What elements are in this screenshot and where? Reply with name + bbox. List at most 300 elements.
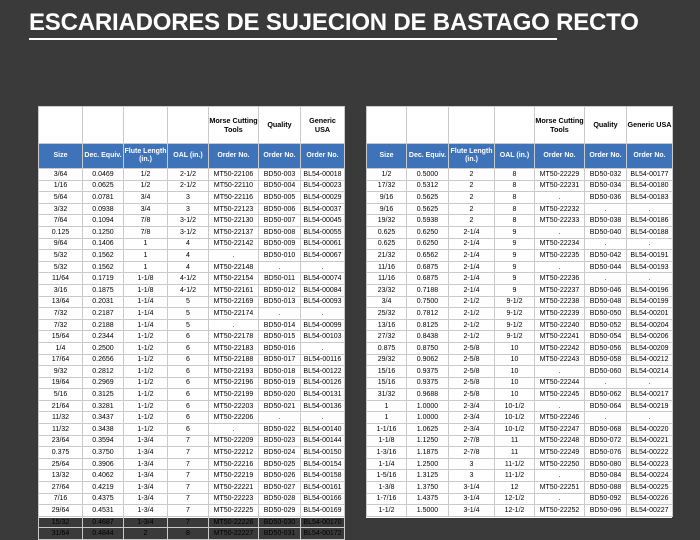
cell-flute-length: 2 xyxy=(124,528,168,540)
cell-order-morse: MT50-22239 xyxy=(535,308,585,320)
table-row xyxy=(367,169,673,181)
cell-order-generic: . xyxy=(627,377,673,389)
cell-dec-equiv: 0.1719 xyxy=(83,273,124,285)
cell-size: 3/4 xyxy=(367,296,407,308)
table-row xyxy=(367,180,673,192)
cell-dec-equiv: 0.3594 xyxy=(83,435,124,447)
cell-flute-length: 7/8 xyxy=(124,215,168,227)
cell-dec-equiv: 1.2500 xyxy=(407,458,449,470)
cell-order-morse: MT50-22241 xyxy=(535,331,585,343)
cell-oal: 9 xyxy=(495,238,535,250)
cell-order-quality: . xyxy=(259,308,301,320)
table-row xyxy=(39,377,345,389)
column-header-oal: OAL (in.) xyxy=(168,144,209,169)
cell-size: 15/64 xyxy=(39,331,83,343)
cell-order-morse: MT50-22137 xyxy=(209,226,259,238)
cell-dec-equiv: 0.6250 xyxy=(407,226,449,238)
cell-oal: 10 xyxy=(495,389,535,401)
cell-size: 9/64 xyxy=(39,238,83,250)
cell-flute-length: 1-1/2 xyxy=(124,331,168,343)
cell-size: 0.375 xyxy=(39,447,83,459)
cell-size: 13/32 xyxy=(39,470,83,482)
cell-flute-length: 3-1/4 xyxy=(449,482,495,494)
cell-size: 1/16 xyxy=(39,180,83,192)
cell-order-morse: MT50-22212 xyxy=(209,447,259,459)
cell-order-quality: BD50-050 xyxy=(585,308,627,320)
cell-order-quality: BD50-028 xyxy=(259,493,301,505)
table-row xyxy=(39,273,345,285)
column-header-order-quality: Order No. xyxy=(259,144,301,169)
cell-order-morse: MT50-22106 xyxy=(209,169,259,181)
cell-order-generic: BL54-00201 xyxy=(627,308,673,320)
cell-flute-length: 2 xyxy=(449,215,495,227)
cell-order-generic: BL54-00093 xyxy=(301,296,345,308)
cell-dec-equiv: 0.2188 xyxy=(83,319,124,331)
cell-order-generic: BL54-00103 xyxy=(301,331,345,343)
table-row xyxy=(367,215,673,227)
cell-size: 31/64 xyxy=(39,528,83,540)
cell-oal: 11-1/2 xyxy=(495,470,535,482)
cell-dec-equiv: 0.4531 xyxy=(83,505,124,517)
cell-order-generic: BL54-00122 xyxy=(301,366,345,378)
cell-size: 1-3/16 xyxy=(367,447,407,459)
table-row xyxy=(39,331,345,343)
cell-order-quality: BD50-080 xyxy=(585,458,627,470)
cell-oal: 7 xyxy=(168,458,209,470)
cell-oal: 8 xyxy=(495,169,535,181)
cell-size: 9/32 xyxy=(39,366,83,378)
cell-order-morse: . xyxy=(535,366,585,378)
cell-order-quality: . xyxy=(585,203,627,215)
cell-order-morse: MT50-22243 xyxy=(535,354,585,366)
title-underline xyxy=(29,38,557,40)
cell-order-quality: BD50-011 xyxy=(259,273,301,285)
cell-order-generic: BL54-00191 xyxy=(627,250,673,262)
cell-flute-length: 2-1/4 xyxy=(449,238,495,250)
cell-order-generic: BL54-00074 xyxy=(301,273,345,285)
cell-oal: 10 xyxy=(495,366,535,378)
cell-order-morse: MT50-22130 xyxy=(209,215,259,227)
brand-header-generic: Generic USA xyxy=(627,107,673,144)
cell-size: 15/16 xyxy=(367,377,407,389)
cell-order-quality: BD50-006 xyxy=(259,203,301,215)
cell-flute-length: 1-1/2 xyxy=(124,412,168,424)
cell-dec-equiv: 0.3281 xyxy=(83,400,124,412)
cell-dec-equiv: 0.1562 xyxy=(83,261,124,273)
table-row xyxy=(367,226,673,238)
cell-order-quality: BD50-021 xyxy=(259,400,301,412)
cell-order-generic: BL54-00193 xyxy=(627,261,673,273)
cell-dec-equiv: 0.1562 xyxy=(83,250,124,262)
cell-oal: 10 xyxy=(495,377,535,389)
cell-order-morse: MT50-22142 xyxy=(209,238,259,250)
table-panel-left xyxy=(38,106,344,538)
brand-header-cell xyxy=(367,107,407,144)
cell-size: 1-3/8 xyxy=(367,482,407,494)
table-row xyxy=(39,319,345,331)
cell-oal: 12-1/2 xyxy=(495,493,535,505)
cell-order-quality: BD50-032 xyxy=(585,169,627,181)
cell-order-generic: BL54-00067 xyxy=(301,250,345,262)
cell-oal: 2-1/2 xyxy=(168,180,209,192)
cell-flute-length: 2-1/2 xyxy=(449,331,495,343)
table-row xyxy=(367,366,673,378)
page-title: ESCARIADORES DE SUJECION DE BASTAGO RECTO xyxy=(29,9,639,36)
cell-flute-length: 2-1/2 xyxy=(449,308,495,320)
cell-oal: 6 xyxy=(168,331,209,343)
cell-size: 9/16 xyxy=(367,192,407,204)
cell-order-generic: BL54-00206 xyxy=(627,331,673,343)
cell-dec-equiv: 0.7500 xyxy=(407,296,449,308)
cell-oal: 9-1/2 xyxy=(495,319,535,331)
cell-order-morse: MT50-22229 xyxy=(535,169,585,181)
cell-dec-equiv: 0.2031 xyxy=(83,296,124,308)
table-row xyxy=(39,400,345,412)
cell-order-morse: MT50-22116 xyxy=(209,192,259,204)
cell-order-generic: . xyxy=(301,412,345,424)
cell-dec-equiv: 0.1250 xyxy=(83,226,124,238)
table-row xyxy=(367,261,673,273)
column-header-order-generic: Order No. xyxy=(627,144,673,169)
cell-order-generic: . xyxy=(627,238,673,250)
cell-order-morse: MT50-22235 xyxy=(535,250,585,262)
cell-dec-equiv: 0.5625 xyxy=(407,203,449,215)
table-row xyxy=(367,482,673,494)
cell-order-quality: BD50-036 xyxy=(585,192,627,204)
cell-order-quality: BD50-040 xyxy=(585,226,627,238)
cell-dec-equiv: 0.2656 xyxy=(83,354,124,366)
cell-order-generic: BL54-00177 xyxy=(627,169,673,181)
cell-size: 7/16 xyxy=(39,493,83,505)
cell-oal: 6 xyxy=(168,377,209,389)
cell-order-quality: BD50-064 xyxy=(585,400,627,412)
cell-order-generic: BL54-00220 xyxy=(627,424,673,436)
cell-order-quality: BD50-022 xyxy=(259,424,301,436)
cell-oal: 4 xyxy=(168,261,209,273)
table-row xyxy=(367,389,673,401)
cell-oal: 3 xyxy=(168,203,209,215)
cell-flute-length: 3/4 xyxy=(124,192,168,204)
cell-size: 27/64 xyxy=(39,482,83,494)
cell-order-morse: MT50-22203 xyxy=(209,400,259,412)
table-row xyxy=(39,482,345,494)
table-panel-right xyxy=(366,106,672,518)
cell-oal: 10-1/2 xyxy=(495,412,535,424)
reamer-table-left xyxy=(38,106,345,540)
brand-header-cell xyxy=(83,107,124,144)
table-row xyxy=(39,354,345,366)
table-row xyxy=(39,284,345,296)
cell-size: 1/2 xyxy=(367,169,407,181)
column-header-order-generic: Order No. xyxy=(301,144,345,169)
cell-order-generic: . xyxy=(301,261,345,273)
cell-order-morse: MT50-22199 xyxy=(209,389,259,401)
table-row xyxy=(367,192,673,204)
column-header-order-quality: Order No. xyxy=(585,144,627,169)
column-header-row xyxy=(39,144,345,169)
brand-header-quality: Quality xyxy=(259,107,301,144)
brand-header-morse: Morse Cutting Tools xyxy=(535,107,585,144)
cell-order-quality: BD50-018 xyxy=(259,366,301,378)
cell-flute-length: 2-5/8 xyxy=(449,389,495,401)
cell-order-generic: . xyxy=(301,342,345,354)
cell-order-generic: BL54-00226 xyxy=(627,493,673,505)
cell-order-quality: BD50-013 xyxy=(259,296,301,308)
cell-size: 0.625 xyxy=(367,226,407,238)
cell-dec-equiv: 0.8750 xyxy=(407,342,449,354)
cell-dec-equiv: 0.5625 xyxy=(407,192,449,204)
cell-order-morse: . xyxy=(209,250,259,262)
cell-oal: 6 xyxy=(168,389,209,401)
cell-order-quality: BD50-046 xyxy=(585,284,627,296)
table-row xyxy=(367,458,673,470)
cell-dec-equiv: 0.3906 xyxy=(83,458,124,470)
cell-flute-length: 2-1/4 xyxy=(449,273,495,285)
table-row xyxy=(367,308,673,320)
cell-oal: 6 xyxy=(168,424,209,436)
cell-dec-equiv: 0.2969 xyxy=(83,377,124,389)
cell-size: 1 xyxy=(367,412,407,424)
cell-flute-length: 2 xyxy=(449,192,495,204)
cell-order-morse: MT50-22245 xyxy=(535,389,585,401)
cell-order-generic: BL54-00204 xyxy=(627,319,673,331)
table-row xyxy=(367,203,673,215)
cell-size: 29/64 xyxy=(39,505,83,517)
reamer-table-right xyxy=(366,106,673,517)
cell-order-quality: BD50-016 xyxy=(259,342,301,354)
cell-order-morse: MT50-22247 xyxy=(535,424,585,436)
cell-order-generic: BL54-00150 xyxy=(301,447,345,459)
brand-header-cell xyxy=(449,107,495,144)
cell-order-quality: BD50-010 xyxy=(259,250,301,262)
table-row xyxy=(39,516,345,528)
cell-oal: 11 xyxy=(495,447,535,459)
table-row xyxy=(367,250,673,262)
cell-flute-length: 3 xyxy=(449,458,495,470)
cell-order-generic: BL54-00045 xyxy=(301,215,345,227)
cell-order-quality: BD50-023 xyxy=(259,435,301,447)
cell-order-generic: BL54-00023 xyxy=(301,180,345,192)
cell-flute-length: 3 xyxy=(449,470,495,482)
table-row xyxy=(367,377,673,389)
table-row xyxy=(39,366,345,378)
cell-order-morse: . xyxy=(209,424,259,436)
cell-dec-equiv: 0.0625 xyxy=(83,180,124,192)
cell-order-generic: BL54-00227 xyxy=(627,505,673,517)
cell-order-morse: MT50-22154 xyxy=(209,273,259,285)
cell-order-quality: BD50-008 xyxy=(259,226,301,238)
cell-oal: 2-1/2 xyxy=(168,169,209,181)
cell-oal: 7 xyxy=(168,470,209,482)
cell-order-generic: . xyxy=(627,273,673,285)
cell-size: 17/32 xyxy=(367,180,407,192)
cell-flute-length: 3-1/4 xyxy=(449,493,495,505)
table-row xyxy=(367,470,673,482)
cell-order-quality: BD50-088 xyxy=(585,482,627,494)
cell-order-morse: . xyxy=(535,192,585,204)
cell-dec-equiv: 0.3125 xyxy=(83,389,124,401)
cell-order-quality: . xyxy=(585,412,627,424)
cell-order-generic: BL54-00172 xyxy=(301,528,345,540)
cell-order-morse: MT50-22161 xyxy=(209,284,259,296)
cell-oal: 6 xyxy=(168,400,209,412)
cell-order-morse: MT50-22231 xyxy=(535,180,585,192)
cell-size: 1-1/4 xyxy=(367,458,407,470)
cell-flute-length: 2-1/4 xyxy=(449,284,495,296)
cell-size: 7/32 xyxy=(39,319,83,331)
cell-order-morse: MT50-22178 xyxy=(209,331,259,343)
cell-order-generic: BL54-00180 xyxy=(627,180,673,192)
brand-header-morse: Morse Cutting Tools xyxy=(209,107,259,144)
brand-header-cell xyxy=(495,107,535,144)
cell-order-morse: MT50-22193 xyxy=(209,366,259,378)
brand-header-cell xyxy=(124,107,168,144)
cell-order-generic: BL54-00217 xyxy=(627,389,673,401)
cell-oal: 7 xyxy=(168,482,209,494)
cell-size: 1-1/2 xyxy=(367,505,407,517)
cell-dec-equiv: 0.8125 xyxy=(407,319,449,331)
cell-size: 27/32 xyxy=(367,331,407,343)
cell-size: 15/16 xyxy=(367,366,407,378)
cell-order-quality: BD50-014 xyxy=(259,319,301,331)
table-row xyxy=(39,528,345,540)
table-row xyxy=(39,389,345,401)
cell-order-generic: . xyxy=(627,412,673,424)
cell-order-quality: BD50-076 xyxy=(585,447,627,459)
cell-order-quality: BD50-019 xyxy=(259,377,301,389)
cell-order-morse: MT50-22148 xyxy=(209,261,259,273)
cell-dec-equiv: 0.6875 xyxy=(407,273,449,285)
cell-flute-length: 2-1/4 xyxy=(449,250,495,262)
cell-order-generic: BL54-00037 xyxy=(301,203,345,215)
cell-size: 31/32 xyxy=(367,389,407,401)
cell-dec-equiv: 0.5000 xyxy=(407,169,449,181)
cell-order-generic: BL54-00224 xyxy=(627,470,673,482)
cell-flute-length: 2-5/8 xyxy=(449,342,495,354)
cell-oal: 4 xyxy=(168,238,209,250)
cell-flute-length: 2-1/2 xyxy=(449,319,495,331)
cell-order-morse: MT50-22234 xyxy=(535,238,585,250)
cell-size: 1-7/16 xyxy=(367,493,407,505)
cell-size: 21/32 xyxy=(367,250,407,262)
column-header-flute-length: Flute Length (in.) xyxy=(124,144,168,169)
cell-flute-length: 1-1/2 xyxy=(124,424,168,436)
table-row xyxy=(367,435,673,447)
cell-oal: 3-1/2 xyxy=(168,226,209,238)
cell-order-morse: MT50-22240 xyxy=(535,319,585,331)
column-header-size: Size xyxy=(39,144,83,169)
cell-order-generic: BL54-00209 xyxy=(627,342,673,354)
cell-flute-length: 3/4 xyxy=(124,203,168,215)
column-header-order-morse: Order No. xyxy=(535,144,585,169)
cell-oal: 9 xyxy=(495,250,535,262)
cell-order-morse: MT50-22250 xyxy=(535,458,585,470)
cell-order-quality: BD50-012 xyxy=(259,284,301,296)
cell-order-morse: . xyxy=(535,400,585,412)
cell-flute-length: 2 xyxy=(449,180,495,192)
cell-dec-equiv: 0.9062 xyxy=(407,354,449,366)
cell-order-generic: BL54-00221 xyxy=(627,435,673,447)
cell-flute-length: 2-5/8 xyxy=(449,354,495,366)
cell-order-quality: BD50-007 xyxy=(259,215,301,227)
cell-size: 19/64 xyxy=(39,377,83,389)
cell-order-quality: BD50-005 xyxy=(259,192,301,204)
cell-flute-length: 7/8 xyxy=(124,226,168,238)
cell-order-quality: BD50-009 xyxy=(259,238,301,250)
cell-size: 1-1/8 xyxy=(367,435,407,447)
table-row xyxy=(39,296,345,308)
cell-size: 5/32 xyxy=(39,261,83,273)
cell-oal: 11 xyxy=(495,435,535,447)
cell-flute-length: 2-7/8 xyxy=(449,435,495,447)
cell-size: 0.125 xyxy=(39,226,83,238)
cell-dec-equiv: 0.9688 xyxy=(407,389,449,401)
cell-order-quality: BD50-048 xyxy=(585,296,627,308)
cell-dec-equiv: 0.2187 xyxy=(83,308,124,320)
cell-size: 11/16 xyxy=(367,273,407,285)
cell-order-quality: . xyxy=(585,377,627,389)
cell-size: 13/16 xyxy=(367,319,407,331)
column-header-dec-equiv: Dec. Equiv. xyxy=(83,144,124,169)
cell-order-quality: BD50-092 xyxy=(585,493,627,505)
table-row xyxy=(39,435,345,447)
cell-order-morse: MT50-22206 xyxy=(209,412,259,424)
cell-order-generic: BL54-00018 xyxy=(301,169,345,181)
cell-order-generic: . xyxy=(627,203,673,215)
cell-oal: 7 xyxy=(168,447,209,459)
cell-dec-equiv: 0.7812 xyxy=(407,308,449,320)
brand-header-generic: Generic USA xyxy=(301,107,345,144)
cell-flute-length: 1-1/2 xyxy=(124,366,168,378)
cell-flute-length: 2-1/2 xyxy=(449,296,495,308)
cell-dec-equiv: 1.0625 xyxy=(407,424,449,436)
cell-oal: 4 xyxy=(168,250,209,262)
cell-size: 5/16 xyxy=(39,389,83,401)
cell-dec-equiv: 0.4062 xyxy=(83,470,124,482)
cell-oal: 8 xyxy=(495,192,535,204)
cell-oal: 6 xyxy=(168,342,209,354)
cell-order-quality: BD50-054 xyxy=(585,331,627,343)
cell-flute-length: 1-1/4 xyxy=(124,308,168,320)
cell-oal: 5 xyxy=(168,308,209,320)
cell-oal: 8 xyxy=(495,203,535,215)
cell-flute-length: 1-3/4 xyxy=(124,470,168,482)
cell-order-morse: MT50-22246 xyxy=(535,412,585,424)
table-row xyxy=(39,470,345,482)
cell-flute-length: 2 xyxy=(449,203,495,215)
cell-flute-length: 1-3/4 xyxy=(124,493,168,505)
cell-order-generic: BL54-00183 xyxy=(627,192,673,204)
cell-dec-equiv: 0.4219 xyxy=(83,482,124,494)
cell-order-morse: MT50-22225 xyxy=(209,505,259,517)
cell-dec-equiv: 0.4687 xyxy=(83,516,124,528)
cell-order-generic: BL54-00154 xyxy=(301,458,345,470)
table-row xyxy=(39,412,345,424)
cell-order-generic: . xyxy=(301,308,345,320)
cell-dec-equiv: 1.1875 xyxy=(407,447,449,459)
cell-flute-length: 3-1/4 xyxy=(449,505,495,517)
cell-oal: 9 xyxy=(495,273,535,285)
cell-order-morse: MT50-22196 xyxy=(209,377,259,389)
cell-size: 5/32 xyxy=(39,250,83,262)
cell-flute-length: 1-1/2 xyxy=(124,389,168,401)
cell-flute-length: 1-1/4 xyxy=(124,296,168,308)
cell-order-generic: BL54-00131 xyxy=(301,389,345,401)
cell-oal: 9-1/2 xyxy=(495,296,535,308)
cell-oal: 8 xyxy=(168,528,209,540)
cell-size: 1/4 xyxy=(39,342,83,354)
cell-dec-equiv: 1.5000 xyxy=(407,505,449,517)
